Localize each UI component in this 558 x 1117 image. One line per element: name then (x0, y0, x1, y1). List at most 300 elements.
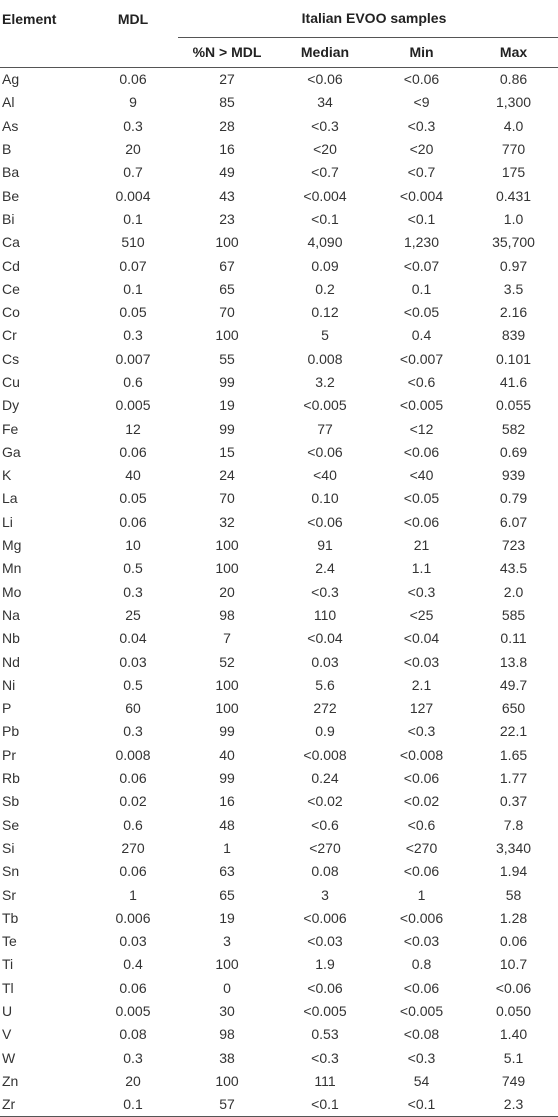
cell-max: 13.8 (499, 653, 528, 670)
cell-element: Ba (2, 164, 20, 181)
cell-element: Tb (2, 909, 19, 926)
cell-median: <0.03 (307, 933, 343, 950)
cell-mdl: 0.04 (119, 630, 147, 647)
table-row (0, 673, 558, 696)
cell-element: Te (2, 933, 17, 950)
cell-max: 2.0 (503, 583, 524, 600)
cell-mdl: 0.004 (115, 187, 151, 204)
cell-pct: 24 (219, 467, 235, 484)
cell-min: <0.02 (403, 793, 440, 810)
cell-median: 3 (321, 886, 329, 903)
table-row (0, 720, 558, 743)
cell-max: 5.1 (503, 1049, 524, 1066)
cell-median: <0.7 (311, 164, 339, 181)
header-median: Median (276, 37, 374, 67)
cell-median: 0.09 (311, 257, 339, 274)
cell-median: 34 (317, 94, 333, 111)
cell-pct: 63 (219, 863, 235, 880)
cell-max: 1.28 (499, 909, 528, 926)
table-row (0, 277, 558, 300)
table-row (0, 417, 558, 440)
cell-min: <0.3 (407, 723, 436, 740)
cell-median: <0.06 (307, 979, 343, 996)
table-row (0, 207, 558, 230)
cell-element: W (2, 1049, 16, 1066)
cell-min: <0.06 (403, 71, 440, 88)
cell-mdl: 0.7 (123, 164, 143, 181)
table-row (0, 813, 558, 836)
table-row (0, 603, 558, 626)
table-row (0, 557, 558, 580)
cell-max: 0.11 (500, 630, 527, 647)
table-row (0, 929, 558, 952)
cell-min: 54 (413, 1072, 430, 1089)
cell-min: <0.05 (403, 490, 440, 507)
table-row (0, 743, 558, 766)
cell-mdl: 0.3 (123, 723, 143, 740)
cell-pct: 40 (219, 746, 235, 763)
cell-pct: 99 (219, 770, 235, 787)
cell-median: 5.6 (315, 676, 335, 693)
table-row (0, 697, 558, 720)
cell-max: 0.06 (499, 933, 528, 950)
cell-element: Cs (2, 350, 20, 367)
cell-mdl: 0.05 (119, 490, 147, 507)
cell-median: 110 (313, 606, 337, 623)
cell-element: Se (2, 816, 20, 833)
cell-pct: 100 (215, 700, 239, 717)
cell-min: <0.006 (399, 909, 444, 926)
cell-mdl: 0.02 (119, 793, 147, 810)
cell-median: 0.9 (315, 723, 335, 740)
cell-mdl: 0.006 (115, 909, 151, 926)
cell-min: 1,230 (403, 234, 440, 251)
table-row (0, 1023, 558, 1046)
cell-max: 41.6 (499, 374, 528, 390)
cell-pct: 20 (219, 583, 235, 600)
cell-min: 0.4 (411, 327, 432, 344)
table-row (0, 1093, 558, 1117)
cell-min: <0.03 (403, 653, 440, 670)
cell-pct: 98 (219, 606, 235, 623)
table-row (0, 254, 558, 277)
cell-element: V (2, 1026, 12, 1043)
cell-mdl: 12 (125, 420, 141, 437)
cell-mdl: 0.1 (123, 210, 143, 227)
table-row (0, 184, 558, 207)
table-row (0, 394, 558, 417)
cell-min: <0.1 (407, 210, 436, 227)
cell-min: <0.005 (399, 397, 444, 414)
cell-element: Rb (2, 770, 20, 787)
cell-median: 0.2 (315, 280, 335, 297)
cell-pct: 19 (219, 909, 235, 926)
cell-pct: 48 (219, 816, 235, 833)
cell-pct: 55 (219, 350, 235, 367)
cell-min: <0.004 (399, 187, 444, 204)
cell-mdl: 0.06 (119, 863, 147, 880)
cell-pct: 85 (219, 94, 235, 111)
cell-pct: 7 (223, 630, 231, 647)
cell-element: Cu (2, 374, 20, 390)
table-row (0, 137, 558, 160)
cell-pct: 15 (219, 443, 235, 460)
cell-max: 0.37 (499, 793, 528, 810)
cell-median: <0.6 (311, 816, 339, 833)
cell-max: 22.1 (499, 723, 528, 740)
cell-min: 1 (417, 886, 426, 903)
cell-mdl: 1 (129, 886, 137, 903)
cell-max: 43.5 (499, 560, 528, 577)
table-row (0, 440, 558, 463)
table-row (0, 370, 558, 393)
cell-median: 0.12 (311, 304, 339, 321)
cell-element: Sr (2, 886, 16, 903)
cell-mdl: 0.07 (119, 257, 147, 274)
cell-max: 770 (501, 141, 526, 158)
cell-max: 0.101 (496, 350, 532, 367)
cell-element: Fe (2, 420, 19, 437)
cell-pct: 0 (223, 979, 231, 996)
cell-median: 0.08 (311, 863, 339, 880)
cell-max: 35,700 (492, 234, 535, 251)
cell-median: 91 (317, 537, 333, 554)
cell-mdl: 0.6 (123, 374, 143, 390)
cell-mdl: 0.3 (123, 1049, 143, 1066)
cell-min: <0.06 (403, 443, 440, 460)
cell-median: <0.006 (303, 909, 347, 926)
cell-mdl: 40 (125, 467, 141, 484)
cell-mdl: 0.005 (115, 1003, 151, 1020)
cell-pct: 19 (219, 397, 235, 414)
cell-mdl: 0.007 (115, 350, 151, 367)
cell-mdl: 0.05 (119, 304, 147, 321)
cell-max: 723 (501, 537, 526, 554)
table-header (0, 0, 558, 67)
cell-min: <0.008 (399, 746, 444, 763)
cell-mdl: 270 (121, 839, 145, 856)
table-row (0, 161, 558, 184)
cell-pct: 32 (219, 513, 235, 530)
cell-element: Ag (2, 71, 20, 88)
cell-element: Co (2, 304, 20, 321)
cell-median: <0.04 (307, 630, 343, 647)
cell-pct: 27 (219, 71, 235, 88)
cell-max: 839 (501, 327, 526, 344)
cell-max: 0.79 (499, 490, 528, 507)
cell-pct: 100 (215, 560, 239, 577)
cell-median: 272 (313, 700, 337, 717)
cell-max: 2.3 (469, 1093, 558, 1117)
cell-max: 0.055 (496, 397, 532, 414)
cell-median: 77 (317, 420, 333, 437)
header-element: Element (0, 0, 88, 67)
table-row (0, 324, 558, 347)
cell-pct: 98 (219, 1026, 235, 1043)
cell-mdl: 0.4 (123, 956, 143, 973)
cell-mdl: 20 (125, 1072, 141, 1089)
cell-median: 4,090 (307, 234, 343, 251)
table-row (0, 860, 558, 883)
cell-mdl: 0.06 (119, 770, 147, 787)
cell-min: <0.3 (407, 1049, 436, 1066)
cell-max: 1.77 (499, 770, 528, 787)
cell-pct: 65 (219, 886, 235, 903)
cell-median: <0.005 (303, 1003, 347, 1020)
cell-min: <0.04 (403, 630, 440, 647)
cell-mdl: 20 (125, 141, 141, 158)
cell-min: <0.06 (403, 979, 440, 996)
cell-element: K (2, 467, 12, 484)
cell-mdl: 0.005 (115, 397, 151, 414)
cell-pct: 99 (219, 374, 235, 390)
cell-pct: 57 (178, 1093, 276, 1117)
cell-min: <9 (413, 94, 430, 111)
cell-element: Zn (2, 1072, 19, 1089)
cell-max: 3,340 (496, 839, 532, 856)
cell-min: <0.005 (399, 1003, 444, 1020)
cell-element: Sn (2, 863, 20, 880)
cell-mdl: 0.06 (119, 513, 147, 530)
table-row (0, 533, 558, 556)
cell-element: Cr (2, 327, 17, 344)
cell-pct: 70 (219, 490, 235, 507)
table-row (0, 953, 558, 976)
table-row (0, 231, 558, 254)
cell-median: 0.10 (311, 490, 339, 507)
cell-min: <0.1 (374, 1093, 469, 1117)
table-row (0, 1069, 558, 1092)
cell-element: Mo (2, 583, 22, 600)
cell-median: <0.1 (276, 1093, 374, 1117)
cell-median: 2.4 (315, 560, 335, 577)
cell-median: 0.24 (311, 770, 339, 787)
cell-element: Be (2, 187, 20, 204)
cell-max: 0.69 (499, 443, 528, 460)
cell-element: As (2, 117, 19, 134)
cell-max: 1.65 (499, 746, 528, 763)
cell-pct: 3 (223, 933, 231, 950)
cell-max: 10.7 (499, 956, 528, 973)
cell-element: Zr (0, 1093, 88, 1117)
cell-element: Cd (2, 257, 20, 274)
cell-median: <0.02 (307, 793, 343, 810)
table-row (0, 766, 558, 789)
cell-mdl: 0.1 (88, 1093, 178, 1117)
cell-max: 0.86 (499, 71, 528, 88)
cell-max: 0.97 (499, 257, 528, 274)
cell-mdl: 0.5 (123, 676, 143, 693)
cell-pct: 52 (219, 653, 235, 670)
cell-min: <25 (409, 606, 434, 623)
cell-pct: 23 (219, 210, 235, 227)
cell-min: 21 (413, 537, 430, 554)
cell-element: Ga (2, 443, 21, 460)
cell-median: <0.3 (311, 1049, 339, 1066)
cell-median: <0.005 (303, 397, 347, 414)
cell-element: Si (2, 839, 15, 856)
cell-max: 3.5 (503, 280, 524, 297)
cell-max: 1,300 (496, 94, 532, 111)
cell-min: 0.1 (411, 280, 432, 297)
cell-element: Ce (2, 280, 20, 297)
table-row (0, 883, 558, 906)
cell-max: 4.0 (503, 117, 524, 134)
cell-mdl: 0.1 (123, 280, 143, 297)
cell-element: Pr (2, 746, 16, 763)
cell-pct: 100 (215, 537, 239, 554)
cell-max: 2.16 (499, 304, 528, 321)
cell-mdl: 0.008 (115, 746, 151, 763)
cell-median: <0.3 (311, 583, 339, 600)
cell-min: 0.8 (411, 956, 432, 973)
cell-pct: 65 (219, 280, 235, 297)
cell-mdl: 0.3 (123, 327, 143, 344)
cell-pct: 67 (219, 257, 235, 274)
cell-max: 650 (501, 700, 526, 717)
cell-max: <0.06 (495, 979, 532, 996)
cell-mdl: 0.03 (119, 653, 147, 670)
cell-pct: 38 (219, 1049, 235, 1066)
cell-pct: 16 (219, 793, 235, 810)
cell-median: 111 (314, 1072, 336, 1089)
cell-min: 2.1 (411, 676, 432, 693)
cell-max: 1.94 (499, 863, 528, 880)
cell-min: 127 (409, 700, 434, 717)
cell-mdl: 0.06 (119, 71, 147, 88)
cell-mdl: 25 (125, 606, 141, 623)
table-row (0, 580, 558, 603)
cell-median: <0.3 (311, 117, 339, 134)
cell-median: <0.008 (303, 746, 347, 763)
cell-min: <0.6 (407, 374, 436, 390)
cell-max: 1.40 (499, 1026, 528, 1043)
cell-min: <20 (409, 141, 434, 158)
cell-element: Ca (2, 234, 20, 251)
table-row (0, 790, 558, 813)
table-row (0, 67, 558, 91)
header-min: Min (374, 37, 469, 67)
cell-median: <0.06 (307, 443, 343, 460)
cell-element: B (2, 141, 12, 158)
cell-max: 585 (501, 606, 526, 623)
cell-element: P (2, 700, 12, 717)
cell-mdl: 0.5 (123, 560, 143, 577)
cell-median: 0.008 (307, 350, 343, 367)
cell-min: <0.08 (403, 1026, 440, 1043)
cell-element: Nd (2, 653, 20, 670)
table-row (0, 627, 558, 650)
cell-pct: 16 (219, 141, 235, 158)
cell-pct: 43 (219, 187, 235, 204)
cell-mdl: 0.08 (119, 1026, 147, 1043)
cell-pct: 100 (215, 956, 239, 973)
cell-element: Tl (2, 979, 14, 996)
cell-mdl: 0.03 (119, 933, 147, 950)
cell-min: <0.06 (403, 770, 440, 787)
cell-max: 749 (501, 1072, 526, 1089)
cell-pct: 100 (215, 1072, 239, 1089)
cell-max: 939 (501, 467, 526, 484)
cell-element: Li (2, 513, 13, 530)
cell-median: <0.1 (311, 210, 339, 227)
cell-min: 1.1 (411, 560, 432, 577)
cell-median: 0.03 (311, 653, 339, 670)
cell-mdl: 9 (129, 94, 137, 111)
cell-mdl: 0.6 (123, 816, 143, 833)
cell-median: 1.9 (315, 956, 335, 973)
cell-element: Mg (2, 537, 22, 554)
cell-min: <0.05 (403, 304, 440, 321)
table-row (0, 464, 558, 487)
cell-pct: 99 (219, 723, 235, 740)
cell-min: <0.06 (403, 863, 440, 880)
cell-max: 7.8 (503, 816, 524, 833)
cell-element: Sb (2, 793, 20, 810)
table-row (0, 114, 558, 137)
cell-element: Pb (2, 723, 20, 740)
cell-mdl: 0.3 (123, 583, 143, 600)
cell-element: Dy (2, 397, 20, 414)
cell-element: Al (2, 94, 15, 111)
cell-median: <20 (313, 141, 337, 158)
table-row (0, 1046, 558, 1069)
header-italian-evoo-samples: Italian EVOO samples (178, 0, 558, 37)
cell-max: 49.7 (499, 676, 528, 693)
cell-max: 1.0 (503, 210, 524, 227)
table-row (0, 487, 558, 510)
cell-pct: 100 (215, 234, 239, 251)
cell-min: <0.6 (407, 816, 436, 833)
cell-mdl: 10 (125, 537, 141, 554)
cell-min: <0.06 (403, 513, 440, 530)
cell-element: Ti (2, 956, 14, 973)
cell-median: <40 (313, 467, 337, 484)
cell-mdl: 0.06 (119, 443, 147, 460)
cell-max: 175 (501, 164, 526, 181)
table-row (0, 999, 558, 1022)
cell-pct: 70 (219, 304, 235, 321)
cell-mdl: 60 (125, 700, 141, 717)
table-row (0, 650, 558, 673)
cell-pct: 99 (219, 420, 235, 437)
cell-element: Bi (2, 210, 15, 227)
cell-mdl: 0.06 (119, 979, 147, 996)
table-row (0, 91, 558, 114)
cell-min: <0.03 (403, 933, 440, 950)
cell-mdl: 0.3 (123, 117, 143, 134)
cell-min: <0.07 (403, 257, 440, 274)
cell-median: <270 (309, 839, 341, 856)
cell-min: <270 (405, 839, 438, 856)
cell-pct: 100 (215, 327, 239, 344)
cell-min: <0.7 (407, 164, 436, 181)
cell-median: 3.2 (315, 374, 335, 390)
table-row (0, 347, 558, 370)
cell-min: <40 (409, 467, 434, 484)
cell-element: Na (2, 606, 20, 623)
cell-pct: 100 (215, 676, 239, 693)
cell-element: La (2, 490, 18, 507)
cell-mdl: 510 (121, 234, 145, 251)
cell-median: <0.06 (307, 71, 343, 88)
cell-pct: 28 (219, 117, 235, 134)
cell-pct: 30 (219, 1003, 235, 1020)
cell-median: <0.06 (307, 513, 343, 530)
cell-min: <12 (409, 420, 434, 437)
cell-element: Ni (2, 676, 16, 693)
cell-min: <0.3 (407, 583, 436, 600)
